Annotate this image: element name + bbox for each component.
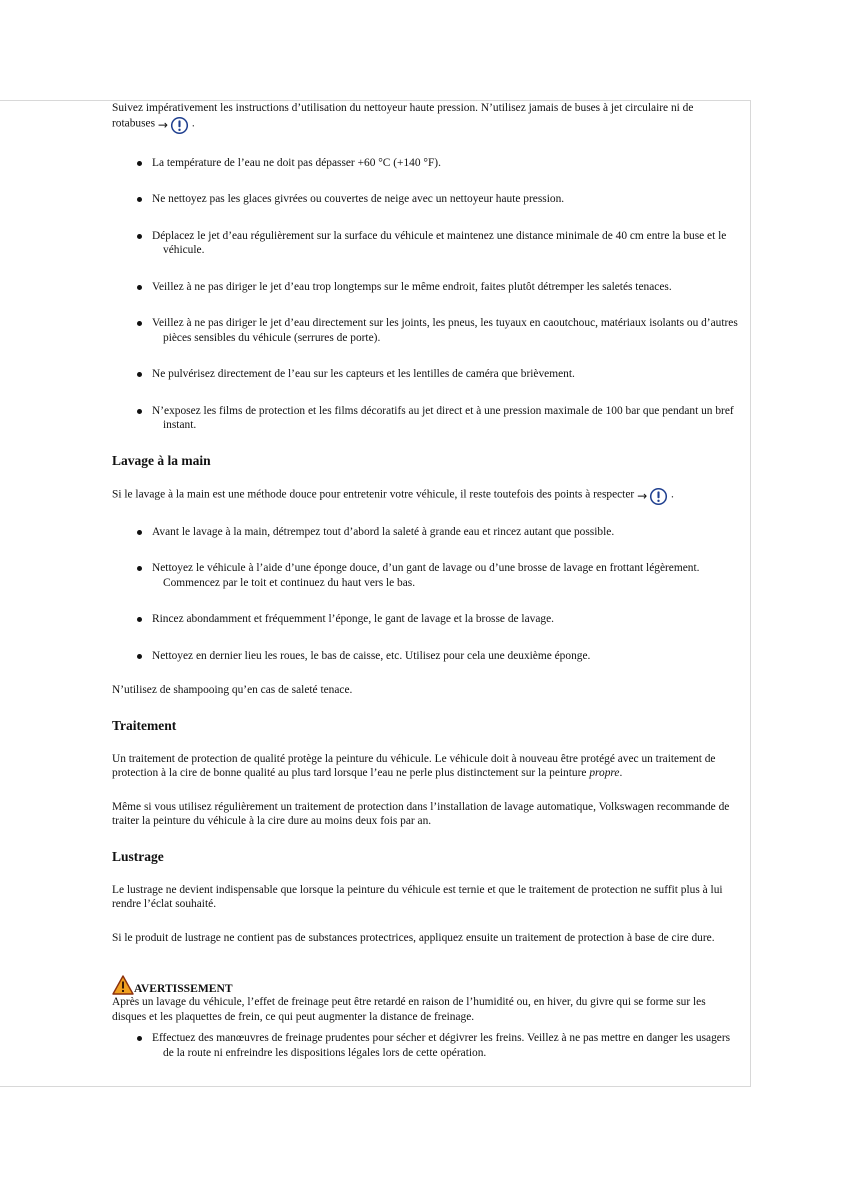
list-item: Veillez à ne pas diriger le jet d’eau directement sur les joints, les pneus, les tuyaux en caoutchouc, matériaux isolants ou d’autres pièces sensibles du véhicule (serrures de porte). xyxy=(112,316,740,345)
list-item: N’exposez les films de protection et les films décoratifs au jet direct et à une pression maximale de 100 bar que pendant un bref instant. xyxy=(112,404,740,433)
bullet xyxy=(137,409,142,414)
list-item: Avant le lavage à la main, détrempez tout d’abord la saleté à grande eau et rincez autant que possible. xyxy=(112,525,740,540)
warning-text: Après un lavage du véhicule, l’effet de freinage peut être retardé en raison de l’humidité ou, en hiver, du givre qui se forme sur les disques et les plaquettes de frein, ce qui peut augmenter la distance de freinage. xyxy=(112,996,706,1023)
list-item: La température de l’eau ne doit pas dépasser +60 °C (+140 °F). xyxy=(112,156,740,171)
hand-wash-intro: Si le lavage à la main est une méthode douce pour entretenir votre véhicule, il reste toutefois des points à respecter → . xyxy=(112,487,740,506)
ref-arrow: → xyxy=(637,488,648,503)
intro-paragraph xyxy=(112,101,740,135)
polishing-paragraph-2: Si le produit de lustrage ne contient pas de substances protectrices, appliquez ensuite un traitement de protection à base de cire dure. xyxy=(112,931,715,944)
list-item: Veillez à ne pas diriger le jet d’eau trop longtemps sur le même endroit, faites plutôt détremper les saletés tenaces. xyxy=(112,280,740,295)
treatment-paragraph-1: Un traitement de protection de qualité protège la peinture du véhicule. Le véhicule doit à nouveau être protégé avec un traitement de protection à la cire de bonne qualité au plus tard lorsque l’eau ne perle plus distinctement sur la peinture propre. xyxy=(112,752,716,779)
bullet xyxy=(137,197,142,202)
polishing-paragraph-1: Le lustrage ne devient indispensable que lorsque la peinture du véhicule est ternie et que le traitement de protection ne suffit plus à lui rendre l’éclat souhaité. xyxy=(112,883,723,910)
bullet xyxy=(137,566,142,571)
list-item: Effectuez des manœuvres de freinage prudentes pour sécher et dégivrer les freins. Veillez à ne pas mettre en danger les usagers de la route ni enfreindre les dispositions légales lors de cette opération. xyxy=(112,1031,740,1060)
bullet xyxy=(137,321,142,326)
bullet xyxy=(137,530,142,535)
warning-triangle-icon xyxy=(112,975,134,995)
warning-title: AVERTISSEMENT xyxy=(134,982,233,995)
treatment-paragraph-2: Même si vous utilisez régulièrement un traitement de protection dans l’installation de lavage automatique, Volkswagen recommande de traiter la peinture du véhicule à la cire dure au moins deux fois par an. xyxy=(112,800,730,827)
notice-icon xyxy=(649,487,668,506)
list-item: Nettoyez le véhicule à l’aide d’une éponge douce, d’un gant de lavage ou d’une brosse de lavage en frottant légèrement. Commencez par le toit et continuez du haut vers le bas. xyxy=(112,561,740,590)
list-item: Ne pulvérisez directement de l’eau sur les capteurs et les lentilles de caméra que brièvement. xyxy=(112,367,740,382)
notice-icon xyxy=(170,116,189,135)
notice-reference[interactable] xyxy=(637,487,668,506)
list-item: Nettoyez en dernier lieu les roues, le bas de caisse, etc. Utilisez pour cela une deuxième éponge. xyxy=(112,649,740,664)
bullet xyxy=(137,372,142,377)
list-item: Rincez abondamment et fréquemment l’éponge, le gant de lavage et la brosse de lavage. xyxy=(112,612,740,627)
list-item: Déplacez le jet d’eau régulièrement sur la surface du véhicule et maintenez une distance minimale de 40 cm entre la buse et le véhicule. xyxy=(112,229,740,258)
bullet xyxy=(137,617,142,622)
intro-line-2: rotabuses xyxy=(112,116,156,129)
treatment-heading: Traitement xyxy=(112,717,177,733)
bullet xyxy=(137,285,142,290)
bullet xyxy=(137,654,142,659)
document-content xyxy=(112,101,740,1060)
ref-arrow: → xyxy=(157,117,168,132)
polishing-heading: Lustrage xyxy=(112,848,164,864)
shampoo-note: N’utilisez de shampooing qu’en cas de saleté tenace. xyxy=(112,684,353,696)
bullet xyxy=(137,161,142,166)
intro-trailing: . xyxy=(191,116,195,129)
hand-wash-heading: Lavage à la main xyxy=(112,452,211,468)
notice-reference[interactable] xyxy=(158,116,189,135)
bullet xyxy=(137,234,142,239)
list-item: Ne nettoyez pas les glaces givrées ou couvertes de neige avec un nettoyeur haute pression. xyxy=(112,192,740,207)
bullet xyxy=(137,1036,142,1041)
warning-header xyxy=(112,975,740,995)
intro-line-1: Suivez impérativement les instructions d’utilisation du nettoyeur haute pression. N’utilisez jamais de buses à jet circulaire ni de xyxy=(112,102,694,114)
hand-wash-list xyxy=(112,525,740,664)
warning-list xyxy=(112,1031,740,1060)
pressure-washer-list xyxy=(112,156,740,433)
